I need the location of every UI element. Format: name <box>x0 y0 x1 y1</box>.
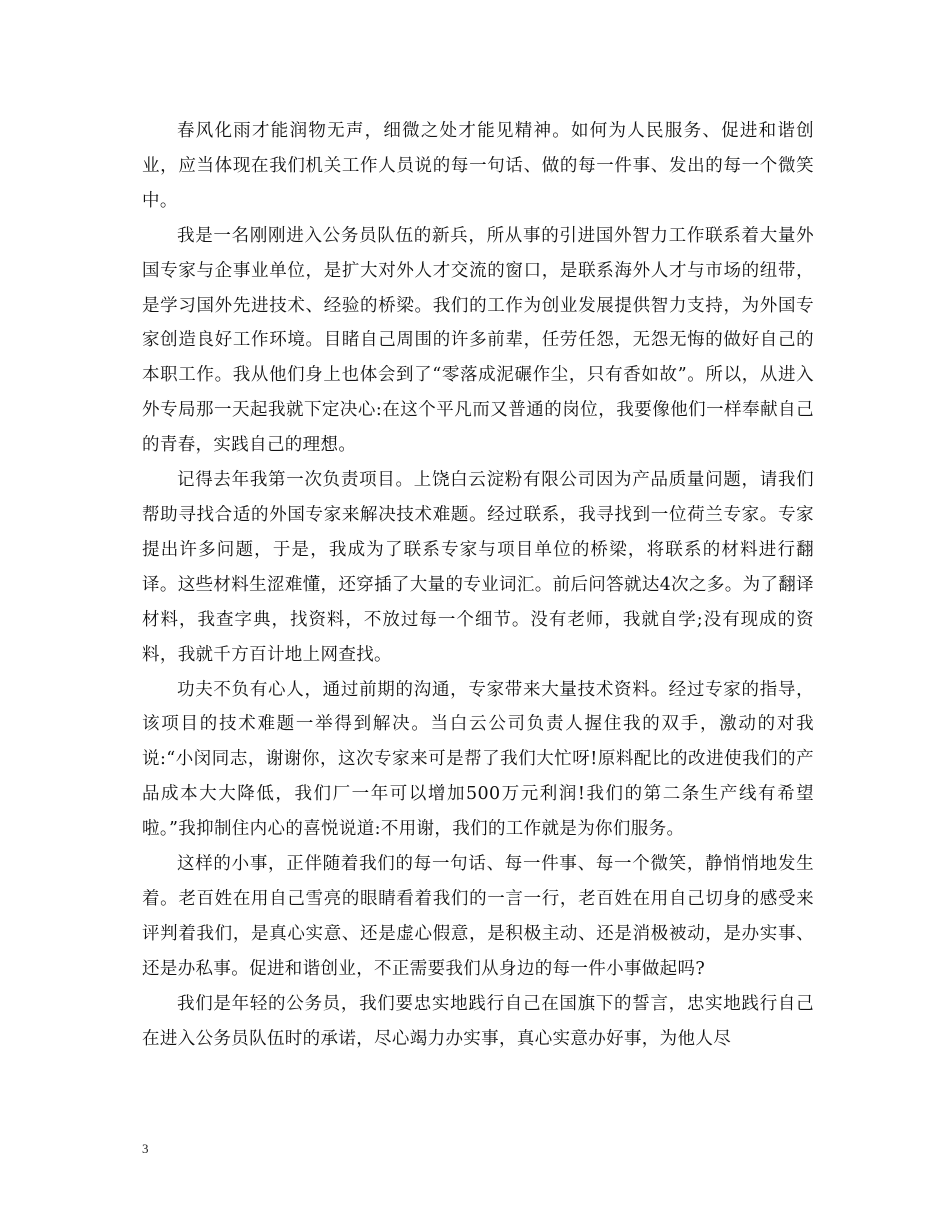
document-body <box>142 114 814 1056</box>
paragraph-6: 我们是年轻的公务员，我们要忠实地践行自己在国旗下的誓言，忠实地践行自己在进入公务员队伍时的承诺，尽心竭力办实事，真心实意办好事，为他人尽 <box>142 993 814 1049</box>
paragraph-2: 我是一名刚刚进入公务员队伍的新兵，所从事的引进国外智力工作联系着大量外国专家与企事业单位，是扩大对外人才交流的窗口，是联系海外人才与市场的纽带，是学习国外先进技术、经验的桥梁。我们的工作为创业发展提供智力支持，为外国专家创造良好工作环境。目睹自己周围的许多前辈，任劳任怨，无怨无悔的做好自己的本职工作。我从他们身上也体会到了“零落成泥碾作尘，只有香如故”。所以，从进入外专局那一天起我就下定决心:在这个平凡而又普通的岗位，我要像他们一样奉献自己的青春，实践自己的理想。 <box>142 225 814 456</box>
paragraph-5: 这样的小事，正伴随着我们的每一句话、每一件事、每一个微笑，静悄悄地发生着。老百姓在用自己雪亮的眼睛看着我们的一言一行，老百姓在用自己切身的感受来评判着我们，是真心实意、还是虚心假意，是积极主动、还是消极被动，是办实事、还是办私事。促进和谐创业，不正需要我们从身边的每一件小事做起吗? <box>142 854 814 979</box>
paragraph-3: 记得去年我第一次负责项目。上饶白云淀粉有限公司因为产品质量问题，请我们帮助寻找合适的外国专家来解决技术难题。经过联系，我寻找到一位荷兰专家。专家提出许多问题，于是，我成为了联系专家与项目单位的桥梁，将联系的材料进行翻译。这些材料生涩难懂，还穿插了大量的专业词汇。前后问答就达4次之多。为了翻译材料，我查字典，找资料，不放过每一个细节。没有老师，我就自学;没有现成的资料，我就千方百计地上网查找。 <box>142 470 814 665</box>
page-number: 3 <box>142 1141 149 1156</box>
paragraph-4: 功夫不负有心人，通过前期的沟通，专家带来大量技术资料。经过专家的指导，该项目的技术难题一举得到解决。当白云公司负责人握住我的双手，激动的对我说:“小闵同志，谢谢你，这次专家来可是帮了我们大忙呀!原料配比的改进使我们的产品成本大大降低，我们厂一年可以增加500万元利润!我们的第二条生产线有希望啦。”我抑制住内心的喜悦说道:不用谢，我们的工作就是为你们服务。 <box>142 679 814 840</box>
paragraph-1: 春风化雨才能润物无声，细微之处才能见精神。如何为人民服务、促进和谐创业，应当体现在我们机关工作人员说的每一句话、做的每一件事、发出的每一个微笑中。 <box>142 121 814 211</box>
